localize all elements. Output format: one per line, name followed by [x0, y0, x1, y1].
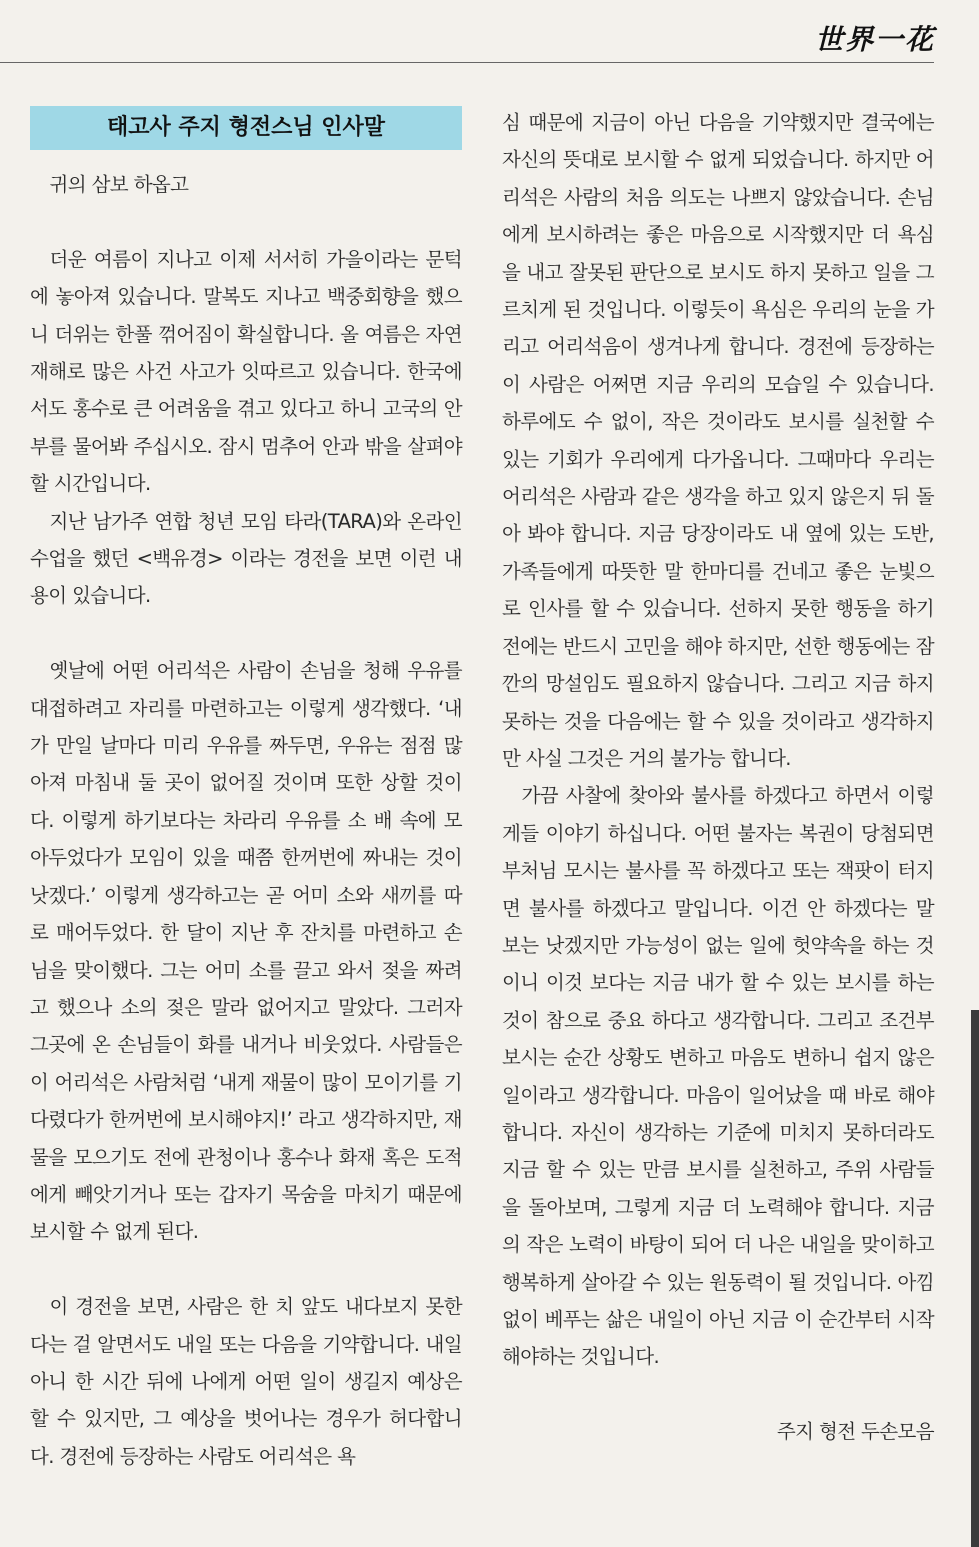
- salutation: 귀의 삼보 하옵고: [49, 173, 189, 196]
- paragraph: 이 경전을 보면, 사람은 한 치 앞도 내다보지 못한다는 걸 알면서도 내일 또는 다음을 기약합니다. 내일 아니 한 시간 뒤에 나에게 어떤 일이 생길지 예상은 할 수 있지만, 그 예상을 벗어나는 경우가 허다합니다. 경전에 등장하는 사람도 어리석은 욕: [30, 1295, 462, 1468]
- signature: 주지 형전 두손모음: [776, 1420, 934, 1444]
- article-title: 태고사 주지 형전스님 인사말: [30, 106, 462, 150]
- masthead-logo: 世界一花: [814, 23, 935, 56]
- scrollbar[interactable]: [971, 1010, 979, 1547]
- paragraph: 지난 남가주 연합 청년 모임 타라(TARA)와 온라인 수업을 했던 <백유경> 이라는 경전을 보면 이런 내용이 있습니다.: [30, 509, 462, 608]
- header-divider: [0, 62, 934, 63]
- paragraph: 심 때문에 지금이 아닌 다음을 기약했지만 결국에는 자신의 뜻대로 보시할 수 없게 되었습니다. 하지만 어리석은 사람의 처음 의도는 나쁘지 않았습니다. 손님에게 보시하려는 좋은 마음으로 시작했지만 더 욕심을 내고 잘못된 판단으로 보시도 하지 못하고 일을 그르치게 된 것입니다. 이렇듯이 욕심은 우리의 눈을 가리고 어리석음이 생겨나게 합니다. 경전에 등장하는 이 사람은 어쩌면 지금 우리의 모습일 수 있습니다. 하루에도 수 없이, 작은 것이라도 보시를 실천할 수 있는 기회가 우리에게 다가옵니다. 그때마다 우리는 어리석은 사람과 같은 생각을 하고 있지 않은지 뒤 돌아 봐야 합니다. 지금 당장이라도 내 옆에 있는 도반, 가족들에게 따뜻한 말 한마디를 건네고 좋은 눈빛으로 인사를 할 수 있습니다. 선하지 못한 행동을 하기 전에는 반드시 고민을 해야 하지만, 선한 행동에는 잠깐의 망설임도 필요하지 않습니다. 그리고 지금 하지 못하는 것을 다음에는 할 수 있을 것이라고 생각하지만 사실 그것은 거의 불가능 합니다.: [502, 111, 934, 770]
- left-column: [30, 104, 462, 1475]
- right-column: [502, 104, 934, 1451]
- paragraph: 더운 여름이 지나고 이제 서서히 가을이라는 문턱에 놓아져 있습니다. 말복도 지나고 백중회향을 했으니 더위는 한풀 꺾어짐이 확실합니다. 올 여름은 자연 재해로 많은 사건 사고가 잇따르고 있습니다. 한국에서도 홍수로 큰 어려움을 겪고 있다고 하니 고국의 안부를 물어봐 주십시오. 잠시 멈추어 안과 밖을 살펴야 할 시간입니다.: [30, 247, 462, 496]
- paragraph: 옛날에 어떤 어리석은 사람이 손님을 청해 우유를 대접하려고 자리를 마련하고는 이렇게 생각했다. ‘내가 만일 날마다 미리 우유를 짜두면, 우유는 점점 많아져 마침내 둘 곳이 없어질 것이며 또한 상할 것이다. 이렇게 하기보다는 차라리 우유를 소 배 속에 모아두었다가 모임이 있을 때쯤 한꺼번에 짜내는 것이 낫겠다.’ 이렇게 생각하고는 곧 어미 소와 새끼를 따로 매어두었다. 한 달이 지난 후 잔치를 마련하고 손님을 맞이했다. 그는 어미 소를 끌고 와서 젖을 짜려고 했으나 소의 젖은 말라 없어지고 말았다. 그러자 그곳에 온 손님들이 화를 내거나 비웃었다. 사람들은 이 어리석은 사람처럼 ‘내게 재물이 많이 모이기를 기다렸다가 한꺼번에 보시해야지!’ 라고 생각하지만, 재물을 모으기도 전에 관청이나 홍수나 화재 혹은 도적에게 빼앗기거나 또는 갑자기 목숨을 마치기 때문에 보시할 수 없게 된다.: [30, 659, 462, 1244]
- paragraph: 가끔 사찰에 찾아와 불사를 하겠다고 하면서 이렇게들 이야기 하십니다. 어떤 불자는 복권이 당첨되면 부처님 모시는 불사를 꼭 하겠다고 또는 잭팟이 터지면 불사를 하겠다고 말입니다. 이건 안 하겠다는 말 보는 낫겠지만 가능성이 없는 일에 헛약속을 하는 것이니 이것 보다는 지금 내가 할 수 있는 보시를 하는 것이 참으로 중요 하다고 생각합니다. 그리고 조건부 보시는 순간 상황도 변하고 마음도 변하니 쉽지 않은 일이라고 생각합니다. 마음이 일어났을 때 바로 해야 합니다. 자신이 생각하는 기준에 미치지 못하더라도 지금 할 수 있는 만큼 보시를 실천하고, 주위 사람들을 돌아보며, 그렇게 지금 더 노력해야 합니다. 지금의 작은 노력이 바탕이 되어 더 나은 내일을 맞이하고 행복하게 살아갈 수 있는 원동력이 될 것입니다. 아낌없이 베푸는 삶은 내일이 아닌 지금 이 순간부터 시작해야하는 것입니다.: [502, 784, 934, 1369]
